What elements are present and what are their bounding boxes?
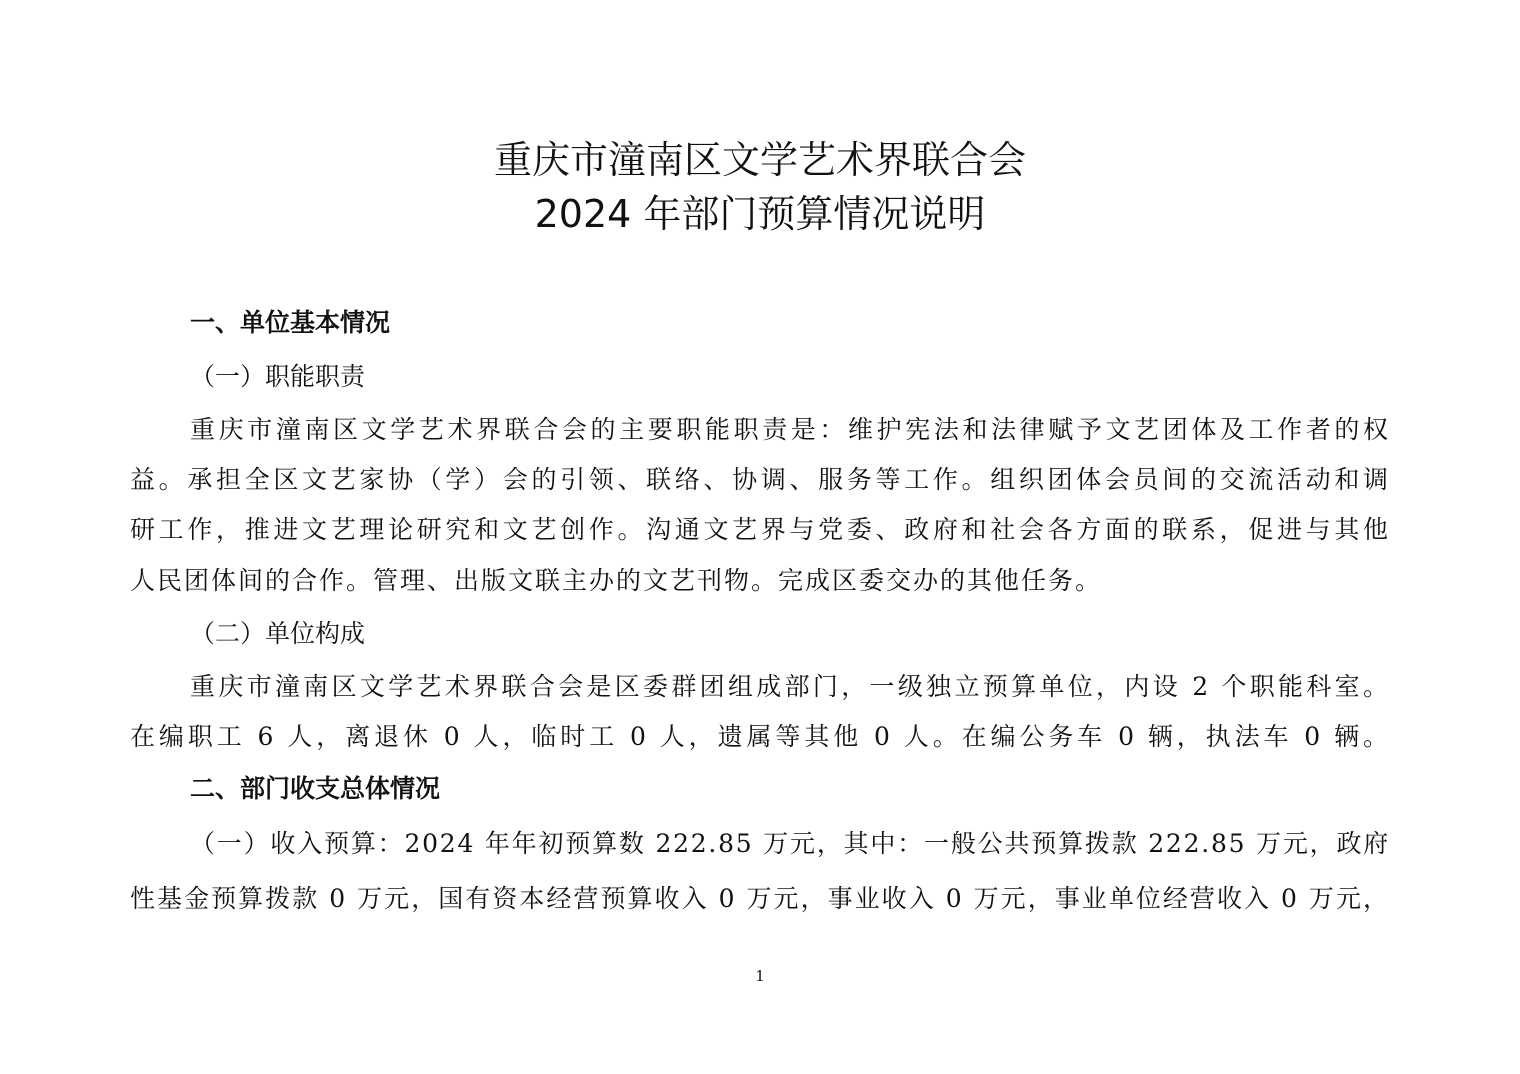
subsection-heading-duties: （一）职能职责 (190, 362, 366, 391)
document-title-line-2: 2024 年部门预算情况说明 (534, 192, 986, 236)
paragraph-line: （一）收入预算：2024 年年初预算数 222.85 万元，其中：一般公共预算拨款 222.85 万元，政府 (190, 829, 1390, 858)
document-title-line-1: 重庆市潼南区文学艺术界联合会 (493, 138, 1026, 182)
paragraph-line: 重庆市潼南区文学艺术界联合会是区委群团组成部门，一级独立预算单位，内设 2 个职能科室。 (190, 672, 1390, 701)
paragraph-line: 性基金预算拨款 0 万元，国有资本经营预算收入 0 万元，事业收入 0 万元，事业单位经营收入 0 万元， (130, 884, 1390, 913)
page-number: 1 (755, 967, 765, 985)
section-heading-basic-info: 一、单位基本情况 (190, 308, 391, 337)
paragraph-line: 人民团体间的合作。管理、出版文联主办的文艺刊物。完成区委交办的其他任务。 (130, 566, 1103, 595)
paragraph-line: 研工作，推进文艺理论研究和文艺创作。沟通文艺界与党委、政府和社会各方面的联系，促进与其他 (130, 515, 1390, 544)
section-heading-revenue-expenditure: 二、部门收支总体情况 (190, 774, 441, 803)
subsection-heading-composition: （二）单位构成 (190, 619, 366, 648)
paragraph-line: 在编职工 6 人，离退休 0 人，临时工 0 人，遗属等其他 0 人。在编公务车 0 辆，执法车 0 辆。 (130, 722, 1390, 751)
paragraph-line: 益。承担全区文艺家协（学）会的引领、联络、协调、服务等工作。组织团体会员间的交流活动和调 (130, 465, 1390, 494)
paragraph-line: 重庆市潼南区文学艺术界联合会的主要职能职责是：维护宪法和法律赋予文艺团体及工作者的权 (190, 415, 1390, 444)
